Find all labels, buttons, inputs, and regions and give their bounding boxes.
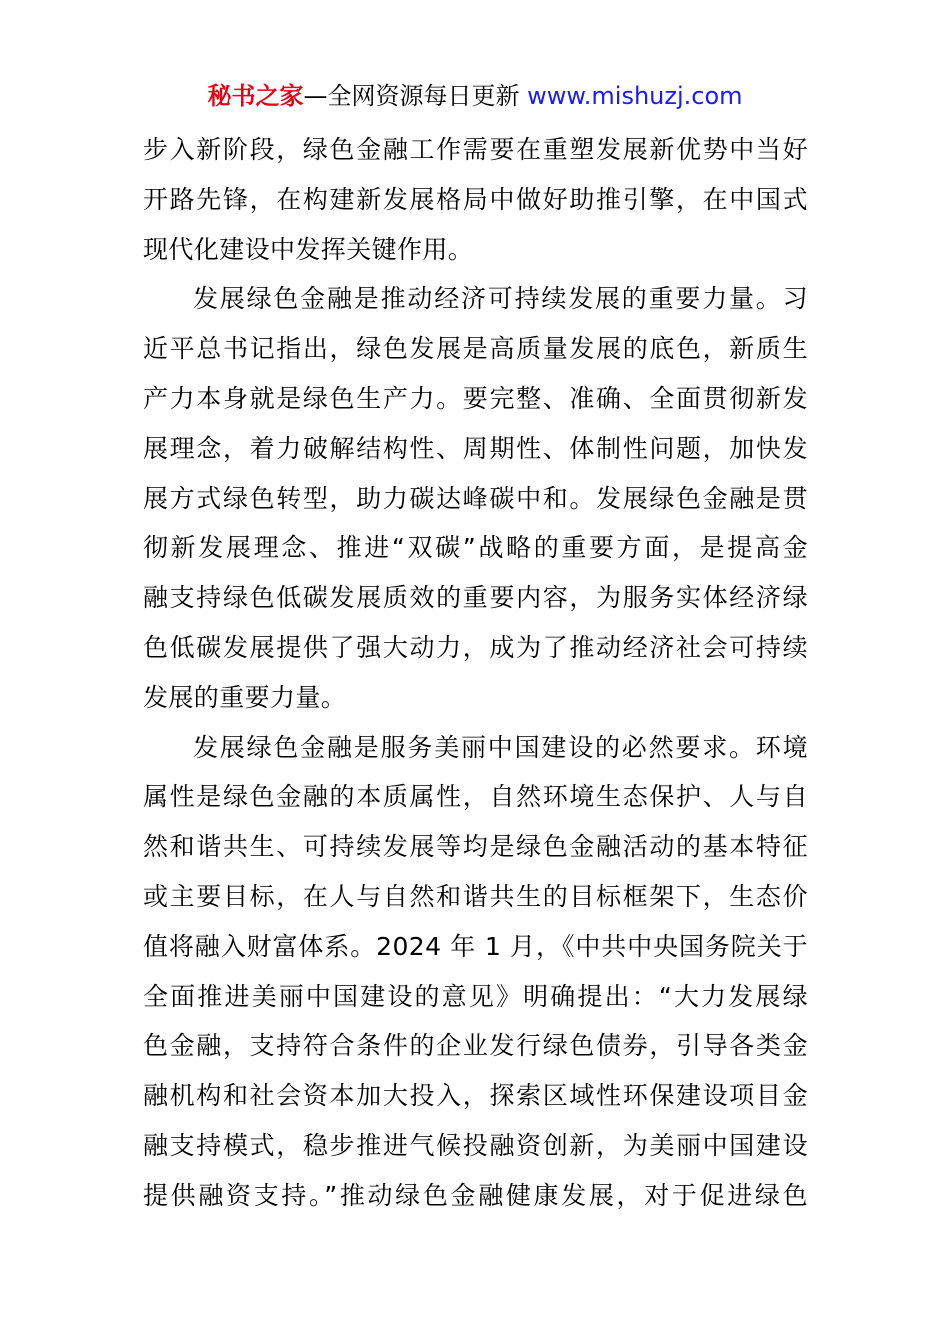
text-line: 或主要目标，在人与自然和谐共生的目标框架下，生态价	[143, 881, 808, 911]
site-header	[0, 80, 950, 112]
text-line: 色低碳发展提供了强大动力，成为了推动经济社会可持续	[143, 632, 808, 662]
site-tagline: —全网资源每日更新	[303, 82, 520, 110]
text-line: 现代化建设中发挥关键作用。	[143, 234, 474, 264]
text-line: 近平总书记指出，绿色发展是高质量发展的底色，新质生	[143, 334, 808, 364]
text-line: 全面推进美丽中国建设的意见》明确提出：“大力发展绿	[143, 981, 808, 1011]
text-line: 色金融，支持符合条件的企业发行绿色债券，引导各类金	[143, 1031, 808, 1061]
text-line: 发展的重要力量。	[143, 682, 347, 712]
text-line: 属性是绿色金融的本质属性，自然环境生态保护、人与自	[143, 782, 808, 812]
site-name: 秘书之家	[207, 82, 304, 110]
text-line: 展方式绿色转型，助力碳达峰碳中和。发展绿色金融是贯	[143, 483, 808, 513]
text-line: 值将融入财富体系。2024 年 1 月，《中共中央国务院关于	[143, 931, 808, 961]
text-line: 提供融资支持。”推动绿色金融健康发展，对于促进绿色	[143, 1180, 808, 1210]
site-url-link[interactable]: www.mishuzj.com	[527, 82, 743, 110]
text-line: 彻新发展理念、推进“双碳”战略的重要方面，是提高金	[143, 533, 808, 563]
text-line: 融支持模式，稳步推进气候投融资创新，为美丽中国建设	[143, 1130, 808, 1160]
paragraph-first-line: 发展绿色金融是推动经济可持续发展的重要力量。习	[193, 284, 808, 314]
text-line: 展理念，着力破解结构性、周期性、体制性问题，加快发	[143, 433, 808, 463]
text-line: 开路先锋，在构建新发展格局中做好助推引擎，在中国式	[143, 184, 808, 214]
text-line: 产力本身就是绿色生产力。要完整、准确、全面贯彻新发	[143, 383, 808, 413]
text-line: 然和谐共生、可持续发展等均是绿色金融活动的基本特征	[143, 832, 808, 862]
document-body	[143, 125, 808, 1221]
text-line: 融机构和社会资本加大投入，探索区域性环保建设项目金	[143, 1081, 808, 1111]
paragraph-first-line: 发展绿色金融是服务美丽中国建设的必然要求。环境	[193, 732, 808, 762]
text-line: 融支持绿色低碳发展质效的重要内容，为服务实体经济绿	[143, 583, 808, 613]
text-line: 步入新阶段，绿色金融工作需要在重塑发展新优势中当好	[143, 135, 808, 164]
